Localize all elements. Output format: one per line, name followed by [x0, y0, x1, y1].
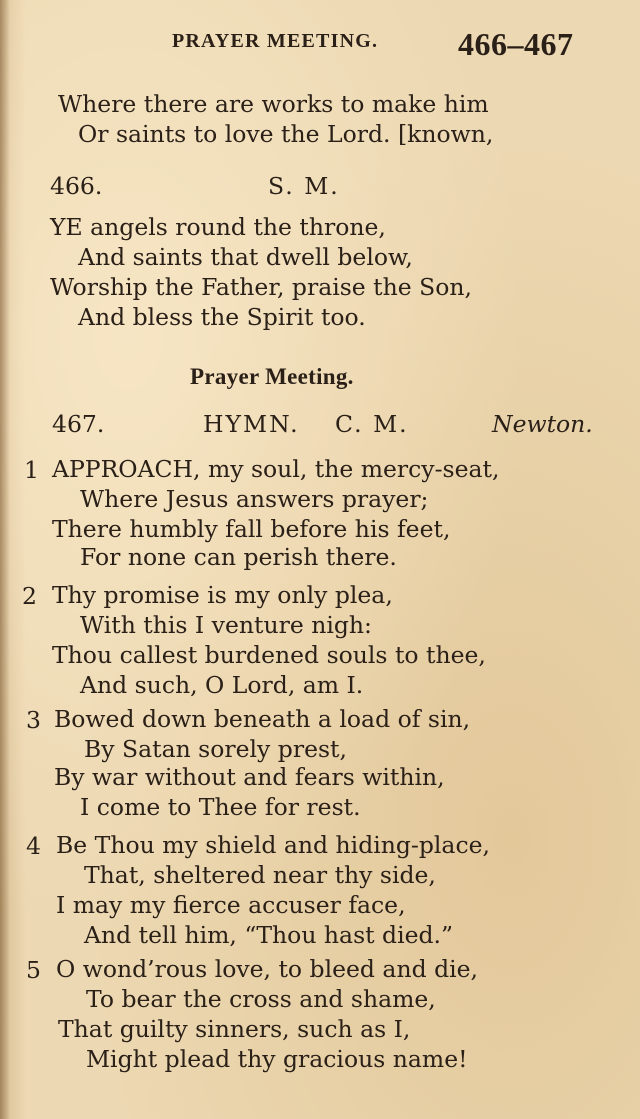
hymn-number: 466.: [50, 172, 103, 200]
stanza-line: To bear the cross and shame,: [86, 985, 436, 1013]
stanza-line: There humbly fall before his feet,: [52, 515, 451, 543]
stanza-line: I come to Thee for rest.: [80, 793, 361, 821]
hymn-meter: S. M.: [268, 172, 340, 200]
hymn-author: Newton.: [492, 410, 593, 438]
page-gutter-shadow: [0, 0, 10, 1119]
hymn-line: Worship the Father, praise the Son,: [50, 273, 472, 301]
stanza-number: 3: [26, 706, 41, 734]
stanza-line: By war without and fears within,: [54, 763, 445, 791]
stanza-line: Where Jesus answers prayer;: [80, 485, 429, 513]
hymn-number: 467.: [52, 410, 105, 438]
stanza-line: O wond’rous love, to bleed and die,: [56, 955, 479, 983]
stanza-line: That guilty sinners, such as I,: [58, 1015, 411, 1043]
stanza-line: By Satan sorely prest,: [84, 735, 347, 763]
stanza-line: That, sheltered near thy side,: [84, 861, 436, 889]
stanza-line: I may my fierce accuser face,: [56, 891, 406, 919]
hymn-line: And saints that dwell below,: [78, 243, 413, 271]
hymn-type: HYMN.: [203, 410, 300, 438]
stanza-line: Thou callest burdened souls to thee,: [52, 641, 486, 669]
stanza-line: With this I venture nigh:: [80, 611, 372, 639]
stanza-number: 4: [26, 832, 41, 860]
continuation-line: Where there are works to make him: [58, 90, 489, 118]
section-heading: Prayer Meeting.: [190, 364, 354, 389]
continuation-line: Or saints to love the Lord. [known,: [78, 120, 494, 148]
stanza-line: And tell him, “Thou hast died.”: [84, 921, 454, 949]
hymn-line: YE angels round the throne,: [50, 213, 386, 241]
hymn-meter: C. M.: [335, 410, 409, 438]
stanza-number: 1: [24, 456, 39, 484]
stanza-line: For none can perish there.: [80, 543, 397, 571]
page-range: 466–467: [458, 26, 574, 62]
stanza-line: Might plead thy gracious name!: [86, 1045, 468, 1073]
stanza-line: Be Thou my shield and hiding-place,: [56, 831, 490, 859]
stanza-number: 5: [26, 956, 41, 984]
stanza-number: 2: [22, 582, 37, 610]
stanza-line: APPROACH, my soul, the mercy-seat,: [52, 455, 500, 483]
hymn-line: And bless the Spirit too.: [78, 303, 366, 331]
stanza-line: Bowed down beneath a load of sin,: [54, 705, 471, 733]
running-title: PRAYER MEETING.: [172, 30, 379, 52]
stanza-line: Thy promise is my only plea,: [52, 581, 393, 609]
stanza-line: And such, O Lord, am I.: [80, 671, 364, 699]
